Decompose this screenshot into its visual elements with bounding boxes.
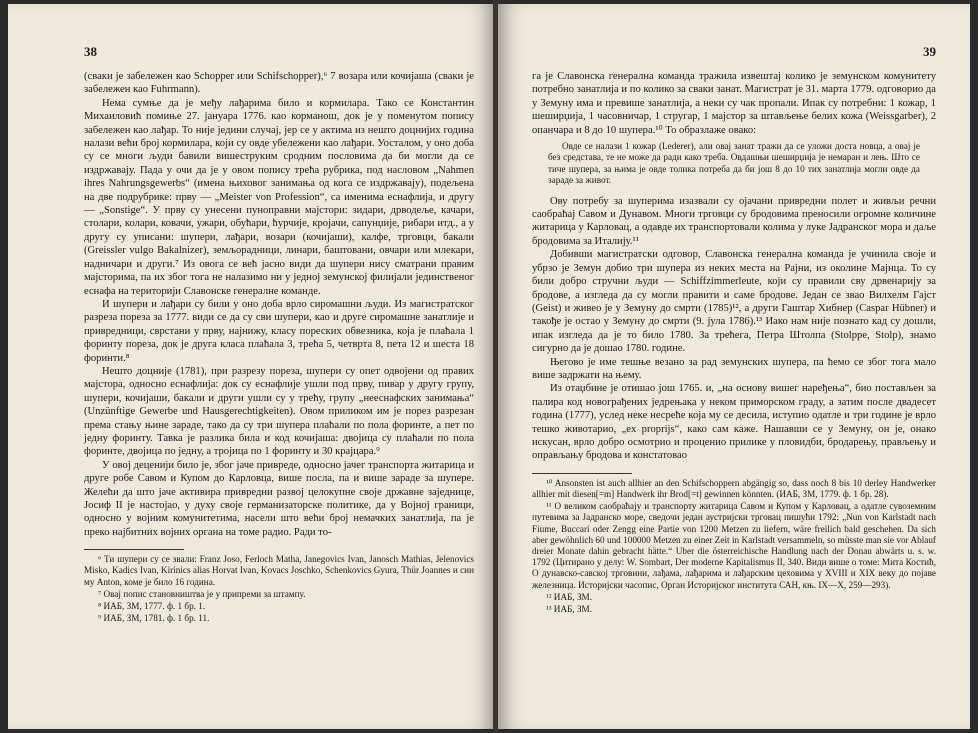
paragraph: И шупери и лађари су били у оно доба врло сиромашни људи. Из магистратског разреза пореза за 1777. види се да су сви шупери, као и друге сиромашне занатлије и привредници, сврстани у прву, најнижу, класу пореских обвезника, која је плаћала 1 форинту пореза, док је друга класа плаћала 3, трећа 5, четврта 8, пета 12 и шеста 18 форинти.⁸ — [84, 298, 474, 364]
right-footnotes — [532, 478, 936, 615]
page-number: 38 — [84, 44, 97, 59]
right-page — [498, 4, 970, 729]
footnote: ⁷ Овај попис становништва је у припреми за штампу. — [98, 588, 306, 599]
footnote: ¹² ИАБ, ЗМ. — [546, 591, 593, 602]
footnote-divider — [532, 473, 632, 474]
right-body — [532, 70, 936, 463]
footnote: ¹¹ О великом саобраћају и транспорту житарица Савом и Купом у Карловац, а одатле сувоземним путевима за Јадранско море, сведочи један аустријски трговац пишући 1792: „Nun von Karlstadt nach Fiume, Buccari oder Zengg eine Partie von 1200 Metzen zu liefern, wäre freilich bald geschehen. Da sich aber gewöhnlich 60 und 100000 Metzen zu einer Zeit in Karlstadt versammeln, so müsste man sie vor Ablauf dreier Monate dahin gebracht hätte.“ Uber die österreichische Handlung nach der Donau abwärts u. s. w. 1792 (Цитирано у делу: W. Sombart, Der moderne Kapitalismus II, 340. Види више о томе: Мита Костић, О дунавско-савској трговини, лађама, лађарима и лађарским цеховима у XVIII и XIX веку до појаве железница. Историјски часопис, Орган Историјског института САН, књ. IX—X, 259—293). — [532, 501, 936, 590]
paragraph: Његово је име тешње везано за рад земунских шупера, па ћемо се због тога мало више задржати на њему. — [532, 356, 936, 381]
footnote: ¹⁰ Ansonsten ist auch allhier an den Schifschoppern abgängig so, dass noch 8 bis 10 derley Handwerker allhier mit diesen[=m] Handwerk ihr Brod[=t] gewinnen könnten. (ИАБ, ЗМ, 1779. ф. 1 бр. 28). — [532, 477, 936, 499]
paragraph: У овој деценији било је, због јаче привреде, односно јачег транспорта житарица и друге робе Савом и Купом до Карловца, више посла, па и више зараде за шупере. Желећи да што јаче активира привредни развој целокупне своје државне заједнице, Јосиф II је настојао, у духу своје германизаторске политике, да у Војној граници, односно у војним комунитетима, насели што већи број немачких занатлија, па је преко најбитних војних органа на томе радио. Ради то- — [84, 459, 474, 538]
footnote-divider — [84, 549, 184, 550]
paragraph: Нешто доцније (1781), при разрезу пореза, шупери су опет одвојени од правих мајстора, односно еснафлија: док су еснафлије ушли под прву, пивар у другу групу, шупери, кочијаши, бакали и други ушли су у трећу, групу „нееснафских занимања“ (Unzünftige Gewerbe und Hausgerechtigkeiten). Овом приликом им је порез разрезан према стању њине зараде, тако да су три шупера плаћали по пола форинте, а пет по једну форинту. Тавка је разлика била и код кочијаша: двојица су плаћали по пола форинте, двојица по једну, а тројица по 1 форинту и 30 крајцара.⁹ — [84, 365, 474, 458]
paragraph: Нема сумње да је међу лађарима било и кормилара. Тако се Константин Михаиловић помиње 27. јануара 1776. као корманош, док је у поменутом попису забележен као лађар. То није једини случај, јер се у актима из нешто доцнијих година налази већи број кормилара, који су овде убележени као лађари. Уосталом, у оно доба су се многи људи бавили вишеструким сродним пословима да би могли да се издржавају. Пада у очи да је у овом попису трећа рубрика, под насловом „Nahmen ihres Nahrungsgewerbs“ (имена њиховог занимања од кога се издржавају), подељена на две подрубрике: прву — „Meister von Profession“, са именима еснафлија, и другу — „Sonstige“. У прву су унесени пуноправни мајстори: зидари, дрводеље, качари, столари, колари, ковачи, ужари, обућари, ћурчије, кројачи, сапунџије, рибари итд., а у другу су уписани: шупери, лађари, возари (кочијаши), калфе, трговци, бакали (Greissler vulgo Bakalnizer), земљорадници, линари, баштовани, овчари или млекари, надничари и други.⁷ Из овога се већ јасно види да шупери нису сматрани правим мајсторима, па их због тога не налазимо ни у једној земунској филијали јединственог еснафа на територији Славонске генералне команде. — [84, 97, 474, 297]
left-footnotes — [84, 554, 474, 624]
block-quote: Овде се налази 1 кожар (Lederer), али овај занат тражи да се уложи доста новца, а овај је без средстава, те не може да ради како треба. Овдашњи шеширџија је немаран и лењ. Што се тиче шупера, за њима је овде толика потреба да би још 8 до 10 тих занатлија могли овде да зараде за живот. — [548, 141, 920, 186]
footnote: ¹³ ИАБ, ЗМ. — [546, 604, 593, 615]
paragraph: Ову потребу за шуперима изазвали су ојачани привредни полет и живљи речни саобраћај Савом и Дунавом. Многи трговци су бродовима преносили огромне количине житарица у Карловац, а одавде их транспортовали колима у луке Јадранског мора и даље бродовима за Италију.¹¹ — [532, 195, 936, 247]
paragraph: Из отаџбине је отишао још 1765. и, „на основу вишег наређења“, био постављен за палира код новограђених једрењака у неком приморском граду, а затим после двадесет година (1777), услед неке несреће која му се десила, иступио одатле и три године је врло тешко животарио, „ex proprijs“, како сам каже. Нашавши се у Земуну, он је, онако искусан, врло добро осмотрио и проценио прилике у пловидби, бродарењу, прављењу и оправљању бродова и констатовао — [532, 383, 936, 462]
footnote: ⁶ Ти шупери су се звали: Franz Joso, Ferloch Matha, Janegovics Ivan, Janosch Mathias, Jelenovics Misko, Kadics Ivan, Kirinics alias Horvat Ivan, Kovacs Joschko, Schenkovics Gyura, Thür Joannes и син му Anton, коме је било 16 година. — [84, 554, 474, 587]
paragraph: га је Славонска генерална команда тражила извештај колико је земунском комунитету потребно занатлија и по колико за сваки занат. Магистрат је 31. марта 1779. одговорио да у Земуну има и превише занатлија, а неки су чак пропали. Ипак су потребни: 1 кожар, 1 шеширџија, 1 часовничар, 1 стругар, 1 мајстор за штављење белих кожа (Weissgarber), 2 опанчара и 8 до 10 шупера.¹⁰ То образлаже овако: — [532, 71, 936, 136]
paragraph: Добивши магистратски одговор, Славонска генерална команда је учинила своје и убрзо је Земун добио три шупера из неких места на Рајни, из околине Мајнца. То су били добро стручни људи — Schiffzimmerleute, који су правили сву дрвенарију за бродове, а изгледа да су могли правити и саме бродове. Један се звао Вилхелм Гајст (Geist) и живео је у Земуну до смрти (1785)¹², а други Гаштар Хибнер (Caspar Hübner) и такође је остао у Земуну до смрти (9. јула 1786).¹³ Иако нам није познато кад су дошли, ипак изгледа да је то било 1780. За трећега, Петра Штолпа (Stolppe, Stolp), знамо сигурно да је дошао 1780. године. — [532, 249, 936, 355]
left-page — [8, 4, 494, 729]
paragraph: (сваки је забележен као Schopper или Schifschopper),⁶ 7 возара или кочијаша (сваки је забележен као Fuhrmann). — [84, 71, 474, 96]
footnote: ⁸ ИАБ, ЗМ, 1777. ф. 1 бр. 1. — [98, 601, 206, 612]
page-number: 39 — [923, 44, 936, 59]
footnote: ⁹ ИАБ, ЗМ, 1781. ф. 1 бр. 11. — [98, 613, 210, 624]
left-body — [84, 70, 474, 539]
